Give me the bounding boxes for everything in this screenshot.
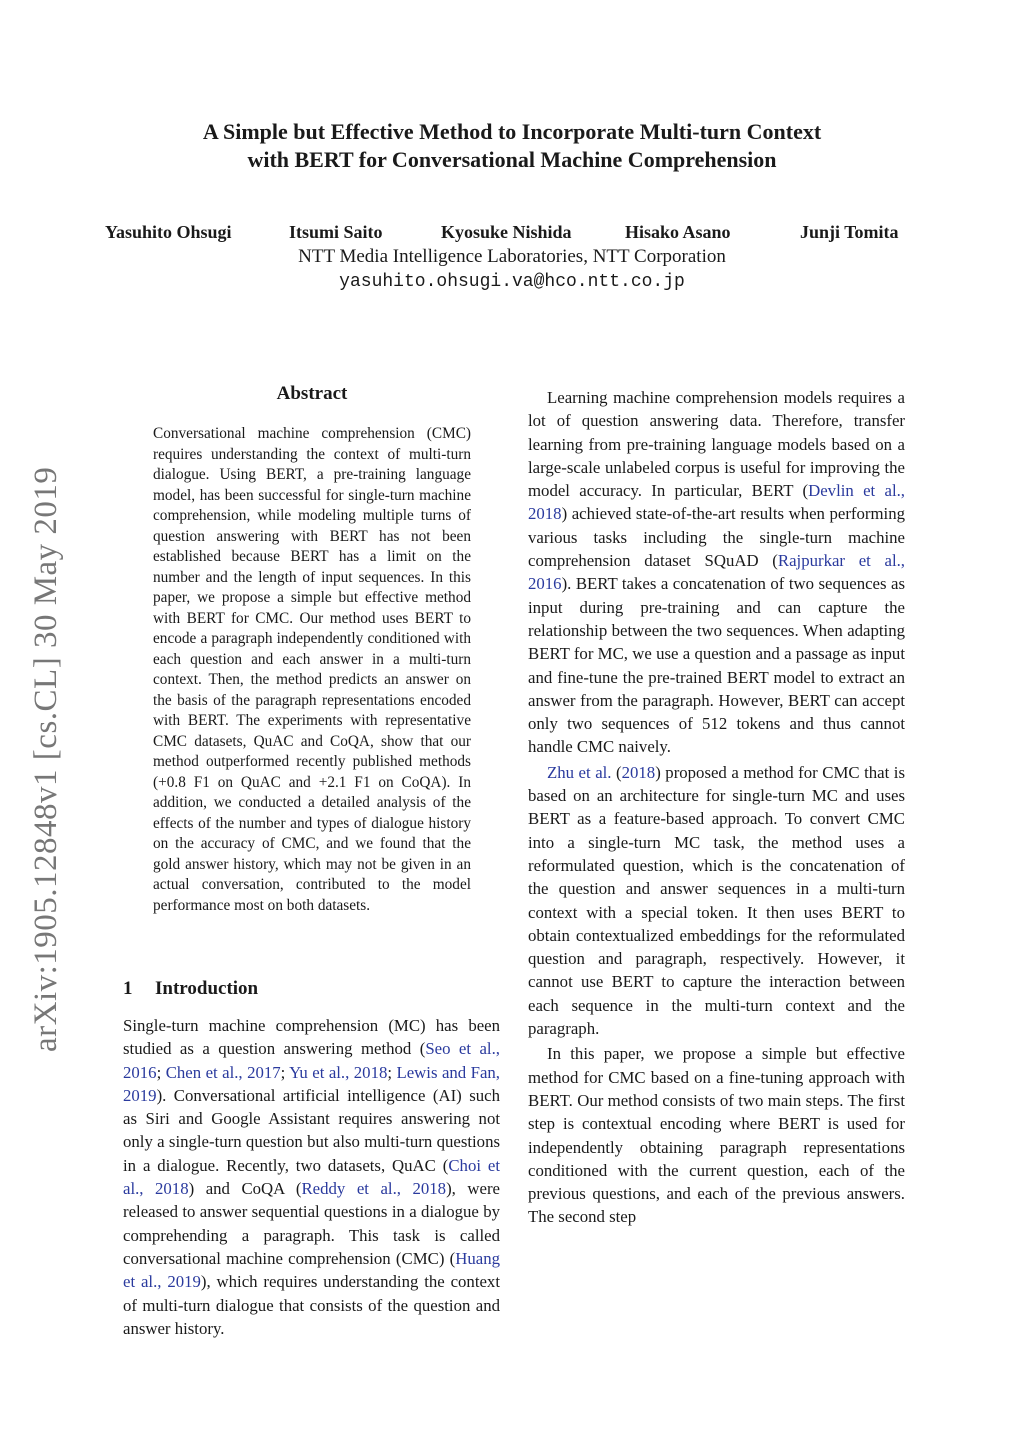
left-column-text <box>123 1014 500 1340</box>
paragraph-text: ) achieved state-of-the-art results when performing various tasks including the single-turn machine comprehension dataset SQuAD ( <box>528 504 905 571</box>
citation-link[interactable]: Seo et al., 2016 <box>123 1039 500 1082</box>
citation-link[interactable]: Lewis and Fan, 2019 <box>123 1062 501 1105</box>
arxiv-stamp: arXiv:1905.12848v1 [cs.CL] 30 May 2019 <box>28 466 64 1052</box>
paragraph-text: ; <box>280 1062 290 1082</box>
author-name: Junji Tomita <box>800 222 899 242</box>
intro-paragraph-3 <box>528 761 905 1041</box>
title-line-2: with BERT for Conversational Machine Comprehension <box>247 147 777 172</box>
intro-paragraph-2 <box>528 386 905 759</box>
author-name: Yasuhito Ohsugi <box>105 222 232 242</box>
citation-link[interactable]: Yu et al., 2018 <box>289 1062 388 1082</box>
paragraph-text: ). BERT takes a concatenation of two sequences as input during pre-training and can capture the relationship between the two sequences. When adapting BERT for MC, we use a question and a passage as input and fine-tune the pre-trained BERT model to extract an answer from the paragraph. However, BERT can accept only two sequences of 512 tokens and thus cannot handle CMC naively. <box>528 574 905 757</box>
citation-link[interactable]: Devlin et al., 2018 <box>528 481 905 524</box>
citation-link[interactable]: 2018 <box>621 762 656 782</box>
intro-paragraph-1 <box>123 1014 500 1340</box>
author-email: yasuhito.ohsugi.va@hco.ntt.co.jp <box>339 272 685 292</box>
paragraph-text: ) proposed a method for CMC that is based on an architecture for single-turn MC and uses BERT as a feature-based approach. To convert CMC into a single-turn MC task, the method uses a reformulated question, which is the concatenation of the question and answer sequences in a multi-turn context with a special token. It then uses BERT to obtain contextualized embeddings for the reformulated question and paragraph, respectively. However, it cannot use BERT to capture the interaction between each sequence in the multi-turn context and the paragraph. <box>528 762 905 1039</box>
paragraph-text: ; <box>387 1062 397 1082</box>
section-title: Introduction <box>155 978 259 999</box>
citation-link[interactable]: Zhu et al. <box>547 762 612 782</box>
paper-title <box>0 118 1024 174</box>
author-name: Hisako Asano <box>625 222 731 242</box>
citation-link[interactable]: Chen et al., 2017 <box>165 1062 281 1082</box>
paragraph-text: Single-turn machine comprehension (MC) has been studied as a question answering method ( <box>123 1016 500 1059</box>
abstract-heading: Abstract <box>276 383 348 404</box>
affiliation: NTT Media Intelligence Laboratories, NTT Corporation <box>298 246 726 267</box>
author-list <box>0 222 1024 248</box>
paragraph-text: ). Conversational artificial intelligence (AI) such as Siri and Google Assistant requires answering not only a single-turn question but also multi-turn questions in a dialogue. Recently, two datasets, QuAC ( <box>123 1085 500 1175</box>
author-name: Itsumi Saito <box>289 222 383 242</box>
section-number: 1 <box>123 978 133 999</box>
paragraph-text: ; <box>156 1062 166 1082</box>
paragraph-text: In this paper, we propose a simple but effective method for CMC based on a fine-tuning approach with BERT. Our method consists of two main steps. The first step is contextual encoding where BERT is used for independently obtaining paragraph representations conditioned with the current question, each of the previous questions, and each of the previous answers. The second step <box>528 1044 905 1227</box>
title-line-1: A Simple but Effective Method to Incorporate Multi-turn Context <box>202 119 822 144</box>
abstract-text: Conversational machine comprehension (CMC) requires understanding the context of multi-turn dialogue. Using BERT, a pre-training language model, has been successful for single-turn machine comprehension, while modeling multiple turns of question answering with BERT has not been established because BERT has a limit on the number and the length of input sequences. In this paper, we propose a simple but effective method with BERT for CMC. Our method uses BERT to encode a paragraph independently conditioned with each question and each answer in a multi-turn context. Then, the method predicts an answer on the basis of the paragraph representations encoded with BERT. The experiments with representative CMC datasets, QuAC and CoQA, show that our method outperformed recently published methods (+0.8 F1 on QuAC and +2.1 F1 on CoQA). In addition, we conducted a detailed analysis of the effects of the number and types of dialogue history on the accuracy of CMC, and we found that the gold answer history, which may not be given in an actual conversation, contributed to the model performance most on both datasets. <box>153 425 471 914</box>
citation-link[interactable]: Huang et al., 2019 <box>123 1248 500 1292</box>
citation-link[interactable]: Rajpurkar et al., 2016 <box>528 551 905 594</box>
abstract-body <box>153 424 471 916</box>
intro-paragraph-4 <box>528 1042 905 1228</box>
right-column-text <box>528 384 905 1229</box>
paragraph-text: ), which requires understanding the context of multi-turn dialogue that consists of the question and answer history. <box>123 1272 500 1338</box>
section-heading-introduction <box>123 978 258 1000</box>
author-name: Kyosuke Nishida <box>441 222 572 242</box>
paragraph-text: ( <box>611 762 622 782</box>
citation-link[interactable]: Reddy et al., 2018 <box>301 1179 447 1199</box>
citation-link[interactable]: Choi et al., 2018 <box>123 1155 500 1199</box>
paragraph-text: ) and CoQA ( <box>188 1179 302 1199</box>
paragraph-text: ), were released to answer sequential questions in a dialogue by comprehending a paragraph. This task is called conversational machine comprehension (CMC) ( <box>123 1179 500 1268</box>
paragraph-text: Learning machine comprehension models requires a lot of question answering data. Therefore, transfer learning from pre-training language models based on a large-scale unlabeled corpus is useful for improving the model accuracy. In particular, BERT ( <box>528 388 905 501</box>
